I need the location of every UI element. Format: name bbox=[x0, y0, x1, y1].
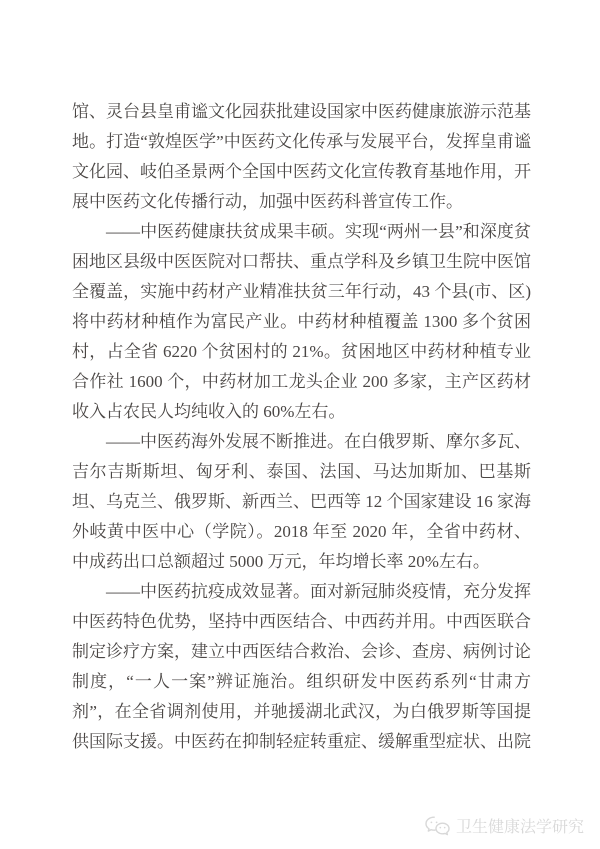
watermark bbox=[424, 814, 584, 837]
paragraph-epidemic-response: ——中医药抗疫成效显著。面对新冠肺炎疫情，充分发挥中医药特色优势，坚持中西医结合、中西药并用。中西医联合制定诊疗方案，建立中西医结合救治、会诊、查房、病例讨论制度，“一人一案”辨证施治。组织研发中医药系列“甘肃方剂”，在全省调剂使用，并驰援湖北武汉，为白俄罗斯等国提供国际支援。中医药在抑制轻症转重症、缓解重型症状、出院 bbox=[72, 582, 531, 751]
paragraph-culture-bases: 馆、灵台县皇甫谧文化园获批建设国家中医药健康旅游示范基地。打造“敦煌医学”中医药文化传承与发展平台，发挥皇甫谧文化园、岐伯圣景两个全国中医药文化宣传教育基地作用，开展中医药文化传播行动，加强中医药科普宣传工作。 bbox=[72, 102, 531, 211]
document-body bbox=[72, 97, 531, 757]
watermark-label: 卫生健康法学研究 bbox=[455, 819, 584, 836]
wechat-icon bbox=[424, 815, 451, 837]
paragraph-health-poverty-alleviation: ——中医药健康扶贫成果丰硕。实现“两州一县”和深度贫困地区县级中医医院对口帮扶、重点学科及乡镇卫生院中医馆全覆盖，实施中药材产业精准扶贫三年行动，43 个县(市、区)将中药材种植作为富民产业。中药材种植覆盖 1300 多个贫困村，占全省 6220 个贫困村的 21%。贫困地区中药材种植专业合作社 1600 个，中药材加工龙头企业 200 多家，主产区药材收入占农民人均纯收入的 60%左右。 bbox=[72, 222, 531, 421]
paragraph-overseas-development: ——中医药海外发展不断推进。在白俄罗斯、摩尔多瓦、吉尔吉斯斯坦、匈牙利、泰国、法国、马达加斯加、巴基斯坦、乌克兰、俄罗斯、新西兰、巴西等 12 个国家建设 16 家海外岐黄中医中心（学院）。2018 年至 2020 年，全省中药材、中成药出口总额超过 5000 万元，年均增长率 20%左右。 bbox=[72, 432, 531, 571]
